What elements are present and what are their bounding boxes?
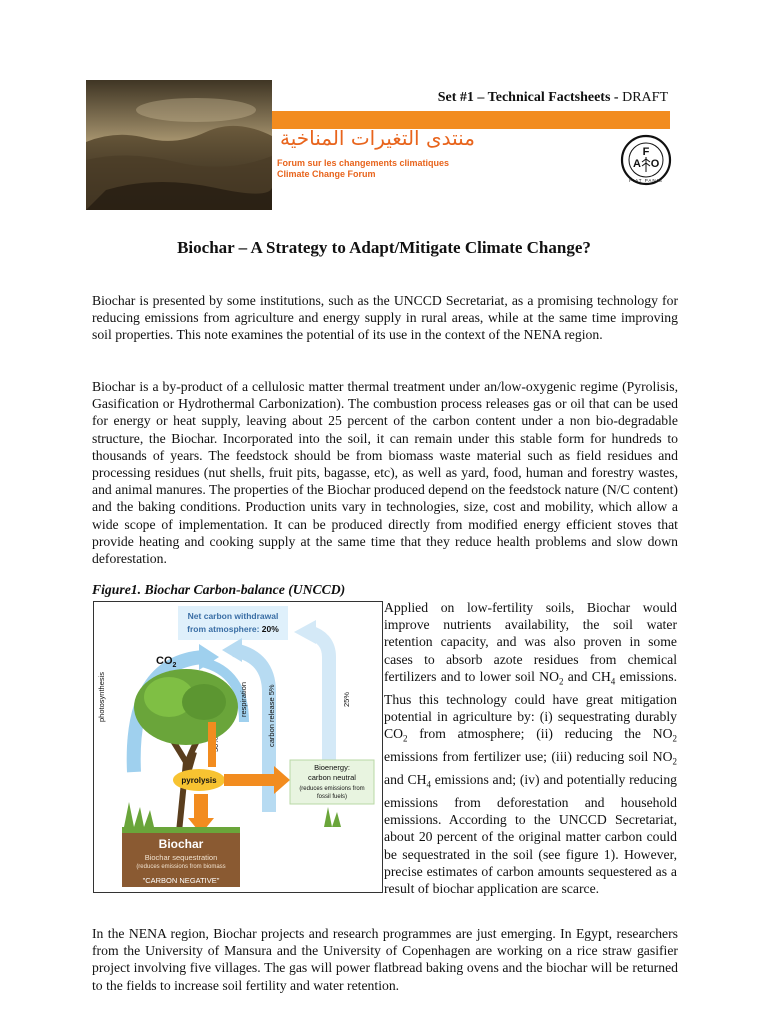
carbon-negative-label: "CARBON NEGATIVE" bbox=[142, 876, 220, 885]
svg-text:F: F bbox=[642, 146, 650, 158]
side-paragraph: Applied on low-fertility soils, Biochar would improve nutrients availability, the soil water retention capacity, and was also proven in some cases to absorb azote residues from chemical fertilizers and to lower soil $NO_2$ and $CH_4$ emissions. Thus this technology could have great mitigation potential in agriculture by: (i) sequestrating durably $CO_2$ from atmosphere; (ii) reducing the $NO_2$ emissions from fertilizer use; (iii) reducing soil $NO_2$ and $CH_4$ emissions and; (iv) and potentially reducing emissions from deforestation and household emissions. According to the UNCCD Secretariat, about 20 percent of the original matter carbon could be sequestrated in the soil (see figure 1). However, precise estimates of carbon amounts sequestered as a result of biochar application are scarce. bbox=[384, 600, 678, 896]
carbon-release-label: carbon release 5% bbox=[267, 684, 276, 747]
pyrolysis-label: pyrolysis bbox=[181, 776, 217, 785]
svg-text:A: A bbox=[633, 158, 641, 170]
forum-name bbox=[277, 158, 449, 180]
arabic-forum-title: منتدى التغيرات المناخية bbox=[280, 126, 475, 150]
pyrolysis-to-energy-arrow bbox=[224, 774, 276, 786]
bioenergy-line2: carbon neutral bbox=[308, 773, 356, 782]
carbon-balance-figure bbox=[93, 601, 383, 893]
page-title: Biochar – A Strategy to Adapt/Mitigate Climate Change? bbox=[177, 238, 591, 257]
photosynthesis-label: photosynthesis bbox=[97, 671, 106, 722]
nena-paragraph: In the NENA region, Biochar projects and research programmes are just emerging. In Egypt, researchers from the University of Mansura and the University of Copenhagen are working on a rice straw gasifier project involving five villages. The gas will power flatbread baking ovens and the biochar will be returned to the fields to increase soil fertility and water retention. bbox=[92, 926, 678, 993]
sequestration-line2: (reduces emissions from biomass bbox=[136, 864, 226, 870]
pct-50-label: 50% bbox=[211, 736, 220, 752]
bioenergy-arrow bbox=[309, 632, 329, 762]
pct-25-label: 25% bbox=[342, 691, 351, 707]
factsheet-set-title: Set #1 – Technical Factsheets - DRAFT bbox=[437, 90, 668, 105]
intro-paragraph: Biochar is presented by some institutions, such as the UNCCD Secretariat, as a promising technology for reducing emissions from agriculture and energy supply in rural areas, while at the same time improving soil properties. This note examines the potential of its use in the context of the NENA region. bbox=[92, 293, 678, 343]
bioenergy-line3: (reduces emissions from bbox=[299, 786, 365, 792]
header-landscape-photo bbox=[86, 80, 272, 210]
sequestration-line1: Biochar sequestration bbox=[144, 853, 218, 862]
definition-paragraph: Biochar is a by-product of a cellulosic matter thermal treatment under an/low-oxygenic regime (Pyrolisis, Gasification or Hydrothermal Carbonization). The combustion process releases gas or oil that can be used for energy or heat supply, leaving about 25 percent of the carbon content under a non bio-degradable structure, the Biochar. Incorporated into the soil, it can remain under this stable form for hundreds to thousands of years. The feedstock should be from biomass waste material such as field residues and processing residues (nut shells, fruit pits, bagasse, etc), as well as yard, food, human and forestry wastes, and animal manures. The properties of the Biochar produced depend on the feedstock nature (N/C content) and the baking conditions. Production units vary in technologies, size, cost and mobility, which allow a wide scope of implementation. It can be produced directly from modified energy efficient stoves that provide heating and cooking supply at the same time that they reduce health problems and slow down deforestation. bbox=[92, 379, 678, 567]
pyrolysis-to-soil-arrow bbox=[194, 794, 208, 820]
forum-name-fr: Forum sur les changements climatiques bbox=[277, 158, 450, 168]
respiration-label: respiration bbox=[239, 681, 248, 717]
figure-caption: Figure1. Biochar Carbon-balance (UNCCD) bbox=[92, 582, 346, 597]
fao-logo-icon bbox=[620, 134, 672, 186]
svg-text:O: O bbox=[650, 158, 660, 170]
net-withdrawal-line2: from atmosphere: 20% bbox=[187, 624, 279, 634]
bioenergy-line1: Bioenergy: bbox=[314, 763, 350, 772]
bioenergy-line4: fossil fuels) bbox=[316, 794, 348, 800]
net-withdrawal-line1: Net carbon withdrawal bbox=[187, 611, 279, 621]
carbon-release-arrow bbox=[234, 650, 269, 812]
co2-label: $CO_2$ bbox=[156, 655, 177, 669]
svg-text:FIAT PANIS: FIAT PANIS bbox=[629, 178, 663, 183]
biochar-label: Biochar bbox=[158, 837, 204, 851]
forum-name-en: Climate Change Forum bbox=[277, 169, 376, 179]
